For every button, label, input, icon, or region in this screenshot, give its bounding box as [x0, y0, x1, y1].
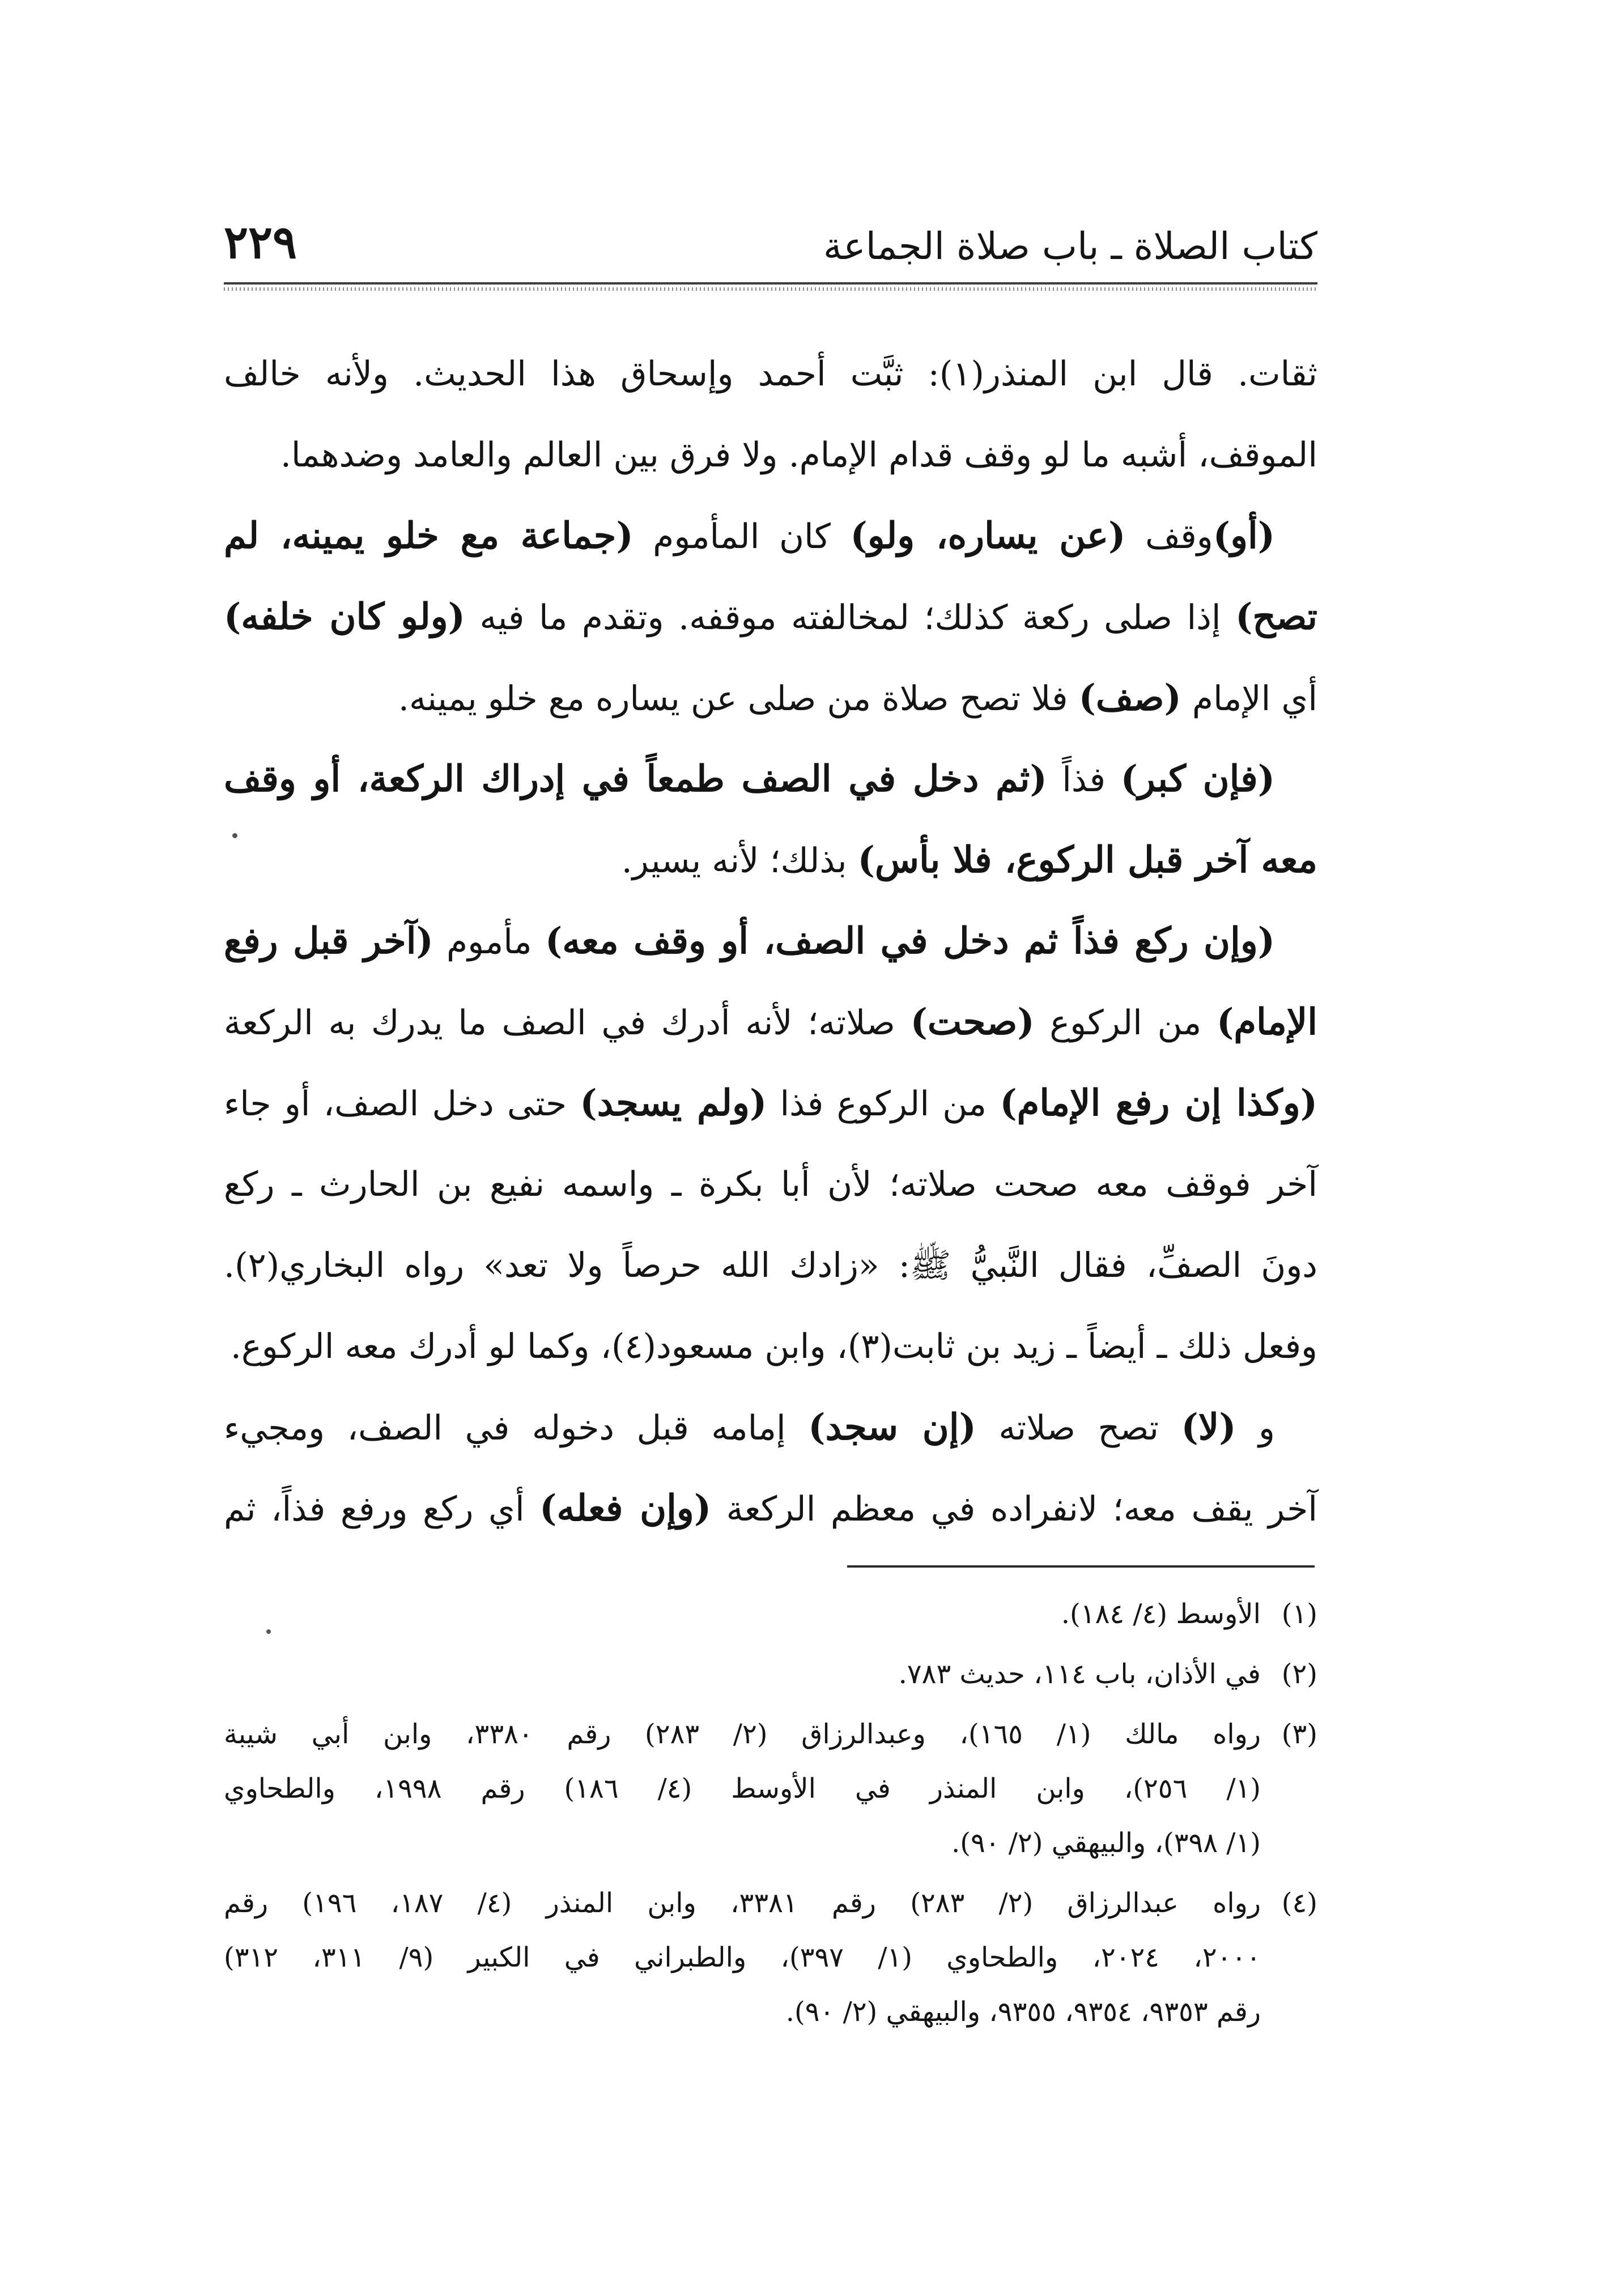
commentary-text: مأموم: [433, 922, 545, 962]
matn-text: (وإن ركع فذاً ثم دخل في الصف، أو وقف معه): [545, 920, 1276, 962]
commentary-text: آخر يقف معه؛ لانفراده في معظم الركعة: [711, 1489, 1318, 1529]
commentary-text: فذاً: [1047, 760, 1121, 800]
matn-text: (فإن كبر): [1120, 758, 1276, 800]
matn-text: الإمام): [1217, 1001, 1318, 1043]
body-line: [224, 1148, 1317, 1221]
commentary-text: وقف: [1125, 517, 1213, 557]
matn-text: (وكذا إن رفع الإمام): [1000, 1082, 1318, 1124]
body-line: [224, 661, 1317, 735]
body-line: [224, 742, 1317, 816]
body-line: [224, 823, 1317, 897]
commentary-text: أي ركع ورفع فذاً، ثم: [224, 1489, 540, 1529]
body-line: [224, 1067, 1317, 1140]
matn-text: (ثم دخل في الصف طمعاً في إدراك الركعة، أو وقف: [224, 758, 1047, 800]
footnote-line: [224, 1707, 1317, 1761]
footnote-separator: [847, 1565, 1315, 1568]
body-line: [224, 418, 1317, 492]
footnote-number: (٢): [1281, 1658, 1317, 1690]
matn-text: تصح): [1235, 596, 1317, 638]
commentary-text: كان المأموم: [633, 517, 851, 557]
footnote-number: (١): [1281, 1598, 1317, 1630]
commentary-text: صلاته؛ لأنه أدرك في الصف ما يدرك به الركعة: [224, 1003, 911, 1043]
footnote-line: (١/ ٣٩٨)، والبيهقي (٢/ ٩٠).: [951, 1827, 1261, 1859]
matn-text: (أو): [1213, 515, 1276, 557]
matn-text: (ولو كان خلفه): [224, 596, 465, 638]
commentary-text: إمامه قبل دخوله في الصف، ومجيء: [224, 1408, 809, 1448]
scan-speck: [266, 1629, 271, 1634]
matn-text: (عن يساره، ولو): [850, 515, 1126, 557]
footnote-number: (٣): [1281, 1718, 1317, 1750]
commentary-text: أي الإمام: [1181, 679, 1317, 719]
footnote-line: [224, 1647, 1317, 1701]
running-title: كتاب الصلاة ـ باب صلاة الجماعة: [823, 224, 1317, 268]
body-line: [224, 499, 1317, 573]
header-dotted-rule: [224, 287, 1317, 291]
page-number: ٢٢٩: [224, 215, 297, 269]
footnote-text: الأوسط (٤/ ١٨٤).: [1061, 1598, 1261, 1630]
body-line: [224, 580, 1317, 654]
footnotes: [224, 1587, 1317, 2097]
matn-text: معه آخر قبل الركوع، فلا بأس): [857, 839, 1317, 881]
footnote-text: في الأذان، باب ١١٤، حديث ٧٨٣.: [898, 1658, 1261, 1690]
body-line: [224, 1391, 1317, 1464]
commentary-text: و: [1236, 1408, 1276, 1448]
commentary-text: بذلك؛ لأنه يسير.: [621, 841, 858, 881]
header-rule: [224, 282, 1317, 284]
matn-text: (ولم يسجد): [580, 1082, 767, 1124]
body-line: [224, 1310, 1317, 1383]
commentary-text: تصح صلاته: [976, 1408, 1181, 1448]
matn-text: (وإن فعله): [539, 1487, 712, 1530]
matn-text: (إن سجد): [808, 1406, 976, 1449]
commentary-text: حتى دخل الصف، أو جاء: [224, 1084, 580, 1124]
matn-text: (جماعة مع خلو يمينه، لم: [224, 515, 634, 557]
matn-text: (لا): [1181, 1406, 1236, 1449]
matn-text: (صحت): [910, 1001, 1035, 1043]
commentary-text: الموقف، أشبه ما لو وقف قدام الإمام. ولا فرق بين العالم والعامد وضدهما.: [280, 435, 1317, 475]
scan-speck: [232, 833, 237, 838]
footnote-line: (١/ ٢٥٦)، وابن المنذر في الأوسط (٤/ ١٨٦) رقم ١٩٩٨، والطحاوي: [224, 1773, 1261, 1804]
commentary-text: وفعل ذلك ـ أيضاً ـ زيد بن ثابت(٣)، وابن مسعود(٤)، وكما لو أدرك معه الركوع.: [230, 1327, 1317, 1366]
commentary-text: آخر فوقف معه صحت صلاته؛ لأن أبا بكرة ـ واسمه نفيع بن الحارث ـ ركع: [224, 1165, 1317, 1204]
body-line: [224, 986, 1317, 1059]
matn-text: (آخر قبل رفع: [224, 920, 433, 962]
footnote-number: (٤): [1281, 1887, 1317, 1919]
commentary-text: ثقات. قال ابن المنذر(١): ثبَّت أحمد وإسحاق هذا الحديث. ولأنه خالف: [224, 354, 1317, 394]
body-line: [224, 1472, 1317, 1545]
body-line: [224, 1229, 1317, 1302]
running-header: [224, 213, 1317, 275]
footnote-line: رقم ٩٣٥٣، ٩٣٥٤، ٩٣٥٥، والبيهقي (٢/ ٩٠).: [785, 1996, 1261, 2028]
commentary-text: فلا تصح صلاة من صلى عن يساره مع خلو يمينه.: [398, 679, 1079, 719]
body-line: [224, 905, 1317, 978]
commentary-text: دونَ الصفِّ، فقال النَّبيُّ ﷺ: «زادك الله حرصاً ولا تعد» رواه البخاري(٢).: [224, 1246, 1317, 1285]
body-line: [224, 337, 1317, 411]
footnote-text: رواه عبدالرزاق (٢/ ٢٨٣) رقم ٣٣٨١، وابن المنذر (٤/ ١٨٧، ١٩٦) رقم: [224, 1887, 1261, 1919]
commentary-text: إذا صلى ركعة كذلك؛ لمخالفته موقفه. وتقدم ما فيه: [465, 598, 1236, 638]
footnote-line: [224, 1587, 1317, 1641]
footnote-text: رواه مالك (١/ ١٦٥)، وعبدالرزاق (٢/ ٢٨٣) رقم ٣٣٨٠، وابن أبي شيبة: [224, 1718, 1261, 1750]
matn-text: (صف): [1078, 677, 1181, 719]
footnote-line: ٢٠٠٠، ٢٠٢٤، والطحاوي (١/ ٣٩٧)، والطبراني في الكبير (٩/ ٣١١، ٣١٢): [224, 1942, 1261, 1973]
commentary-text: من الركوع فذا: [767, 1084, 1000, 1124]
body-text: [224, 337, 1317, 1595]
footnote-line: [224, 1876, 1317, 1930]
commentary-text: من الركوع: [1034, 1003, 1217, 1043]
